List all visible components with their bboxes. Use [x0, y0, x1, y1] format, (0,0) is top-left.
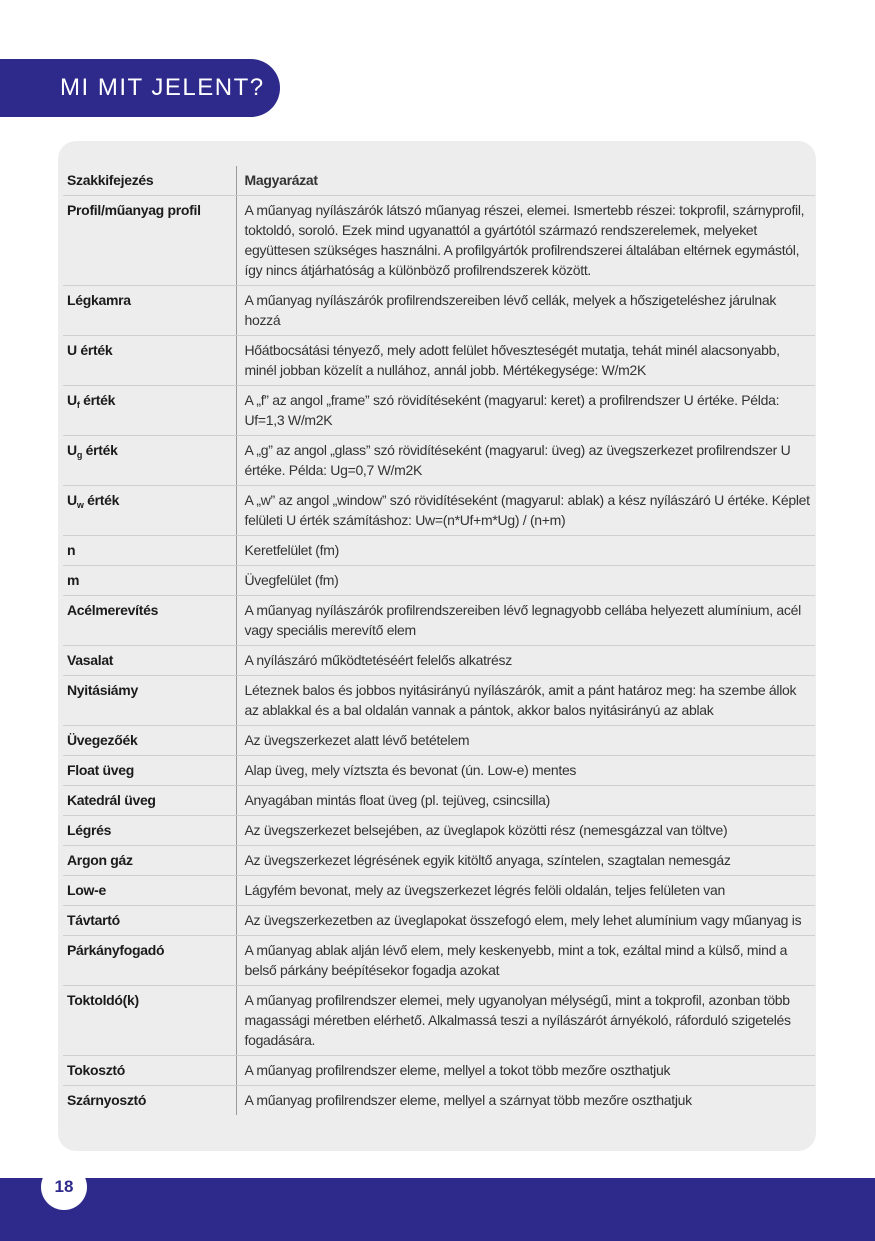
term-rest: érték: [82, 442, 118, 458]
explanation-cell: Keretfelület (fm): [236, 536, 815, 566]
table-row: [63, 566, 815, 596]
page-number-badge: [41, 1164, 87, 1210]
table-row: [63, 486, 815, 536]
term-cell: n: [63, 536, 236, 566]
table-row: [63, 286, 815, 336]
table-row: [63, 786, 815, 816]
table-row: [63, 646, 815, 676]
term-cell: Katedrál üveg: [63, 786, 236, 816]
term-cell: Légkamra: [63, 286, 236, 336]
term-cell: Nyitásiámy: [63, 676, 236, 726]
explanation-cell: A „f” az angol „frame” szó rövidítéseként (magyarul: keret) a profilrendszer U értéke. Példa: Uf=1,3 W/m2K: [236, 386, 815, 436]
explanation-cell: A műanyag ablak alján lévő elem, mely keskenyebb, mint a tok, ezáltal mind a külső, mind a belső párkány beépítésekor fogadja azokat: [236, 936, 815, 986]
table-row: [63, 1086, 815, 1116]
term-cell: Float üveg: [63, 756, 236, 786]
term-main: U: [67, 442, 77, 458]
term-main: U: [67, 492, 77, 508]
explanation-cell: Az üvegszerkezet légrésének egyik kitöltő anyaga, színtelen, szagtalan nemesgáz: [236, 846, 815, 876]
term-cell: [63, 386, 236, 436]
table-row: [63, 936, 815, 986]
table-row: [63, 436, 815, 486]
term-main: U: [67, 392, 77, 408]
term-cell: m: [63, 566, 236, 596]
explanation-cell: A műanyag nyílászárók látszó műanyag részei, elemei. Ismertebb részei: tokprofil, szárnyprofil, toktoldó, soroló. Ezek mind ugyanattól a gyártótól származó rendszerelemek, melyeket együttesen szükséges használni. A profilgyártók profilrendszerei általában eltérnek egymástól, így nincs átjárhatóság a különböző profilrendszerek között.: [236, 196, 815, 286]
table-row: [63, 906, 815, 936]
explanation-cell: A műanyag nyílászárók profilrendszereiben lévő cellák, melyek a hőszigeteléshez járulnak hozzá: [236, 286, 815, 336]
explanation-cell: Az üvegszerkezet belsejében, az üveglapok közötti rész (nemesgázzal van töltve): [236, 816, 815, 846]
explanation-cell: A műanyag nyílászárók profilrendszereiben lévő legnagyobb cellába helyezett alumínium, acél vagy speciális merevítő elem: [236, 596, 815, 646]
table-row: [63, 846, 815, 876]
term-rest: érték: [79, 392, 116, 408]
table-row: [63, 986, 815, 1056]
term-subscript: w: [76, 500, 84, 510]
term-cell: Légrés: [63, 816, 236, 846]
table-row: [63, 336, 815, 386]
table-row: [63, 596, 815, 646]
term-cell: Acélmerevítés: [63, 596, 236, 646]
explanation-cell: A „w” az angol „window” szó rövidítéseként (magyarul: ablak) a kész nyílászáró U értéke. Képlet felületi U érték számításhoz: Uw=(n*Uf+m*Ug) / (n+m): [236, 486, 815, 536]
explanation-cell: Anyagában mintás float üveg (pl. tejüveg, csincsilla): [236, 786, 815, 816]
term-cell: [63, 486, 236, 536]
term-cell: Párkányfogadó: [63, 936, 236, 986]
term-cell: Szárnyosztó: [63, 1086, 236, 1116]
explanation-cell: A műanyag profilrendszer eleme, mellyel a tokot több mezőre oszthatjuk: [236, 1056, 815, 1086]
table-row: [63, 386, 815, 436]
explanation-cell: Az üvegszerkezetben az üveglapokat összefogó elem, mely lehet alumínium vagy műanyag is: [236, 906, 815, 936]
column-header-term: Szakkifejezés: [63, 166, 236, 196]
section-header: [0, 59, 280, 117]
explanation-cell: Léteznek balos és jobbos nyitásirányú nyílászárók, amit a pánt határoz meg: ha szembe állok az ablakkal és a bal oldalán vannak a pántok, akkor balos nyitásirányú az ablak: [236, 676, 815, 726]
table-row: [63, 1056, 815, 1086]
table-row: [63, 876, 815, 906]
term-cell: Tokosztó: [63, 1056, 236, 1086]
term-cell: Profil/műanyag profil: [63, 196, 236, 286]
footer-bar: [0, 1178, 875, 1241]
term-cell: Vasalat: [63, 646, 236, 676]
column-header-explanation: Magyarázat: [236, 166, 815, 196]
explanation-cell: Az üvegszerkezet alatt lévő betételem: [236, 726, 815, 756]
term-cell: Távtartó: [63, 906, 236, 936]
table-row: [63, 676, 815, 726]
explanation-cell: A műanyag profilrendszer eleme, mellyel a szárnyat több mezőre oszthatjuk: [244, 1092, 692, 1108]
term-cell: Üvegezőék: [63, 726, 236, 756]
table-row: [63, 816, 815, 846]
term-cell: Toktoldó(k): [63, 986, 236, 1056]
section-title: MI MIT JELENT?: [60, 74, 265, 101]
explanation-cell: Alap üveg, mely víztszta és bevonat (ún. Low-e) mentes: [236, 756, 815, 786]
table-header-row: [63, 166, 815, 196]
table-row: [63, 726, 815, 756]
term-subscript: g: [76, 450, 83, 460]
table-row: [63, 756, 815, 786]
explanation-cell: A műanyag profilrendszer elemei, mely ugyanolyan mélységű, mint a tokprofil, azonban több magassági méretben elérhető. Alkalmassá teszi a nyílászárót árnyékoló, ráforduló szigetelés fogadására.: [236, 986, 815, 1056]
term-cell: [63, 436, 236, 486]
term-cell: U érték: [63, 336, 236, 386]
term-cell: Low-e: [63, 876, 236, 906]
explanation-cell: Hőátbocsátási tényező, mely adott felület hőveszteségét mutatja, tehát minél alacsonyabb, minél jobban közelít a nullához, annál jobb. Mértékegysége: W/m2K: [236, 336, 815, 386]
page-number: 18: [54, 1177, 74, 1196]
table-row: [63, 196, 815, 286]
glossary-table: [63, 166, 815, 1115]
term-cell: Argon gáz: [63, 846, 236, 876]
explanation-cell: Üvegfelület (fm): [236, 566, 815, 596]
explanation-cell: A „g” az angol „glass” szó rövidítéseként (magyarul: üveg) az üvegszerkezet profilrendszer U értéke. Példa: Ug=0,7 W/m2K: [236, 436, 815, 486]
table-row: [63, 536, 815, 566]
explanation-cell: Lágyfém bevonat, mely az üvegszerkezet légrés felöli oldalán, teljes felületen van: [236, 876, 815, 906]
term-rest: érték: [83, 492, 120, 508]
term-subscript: f: [76, 400, 80, 410]
explanation-cell: A nyílászáró működtetéséért felelős alkatrész: [236, 646, 815, 676]
